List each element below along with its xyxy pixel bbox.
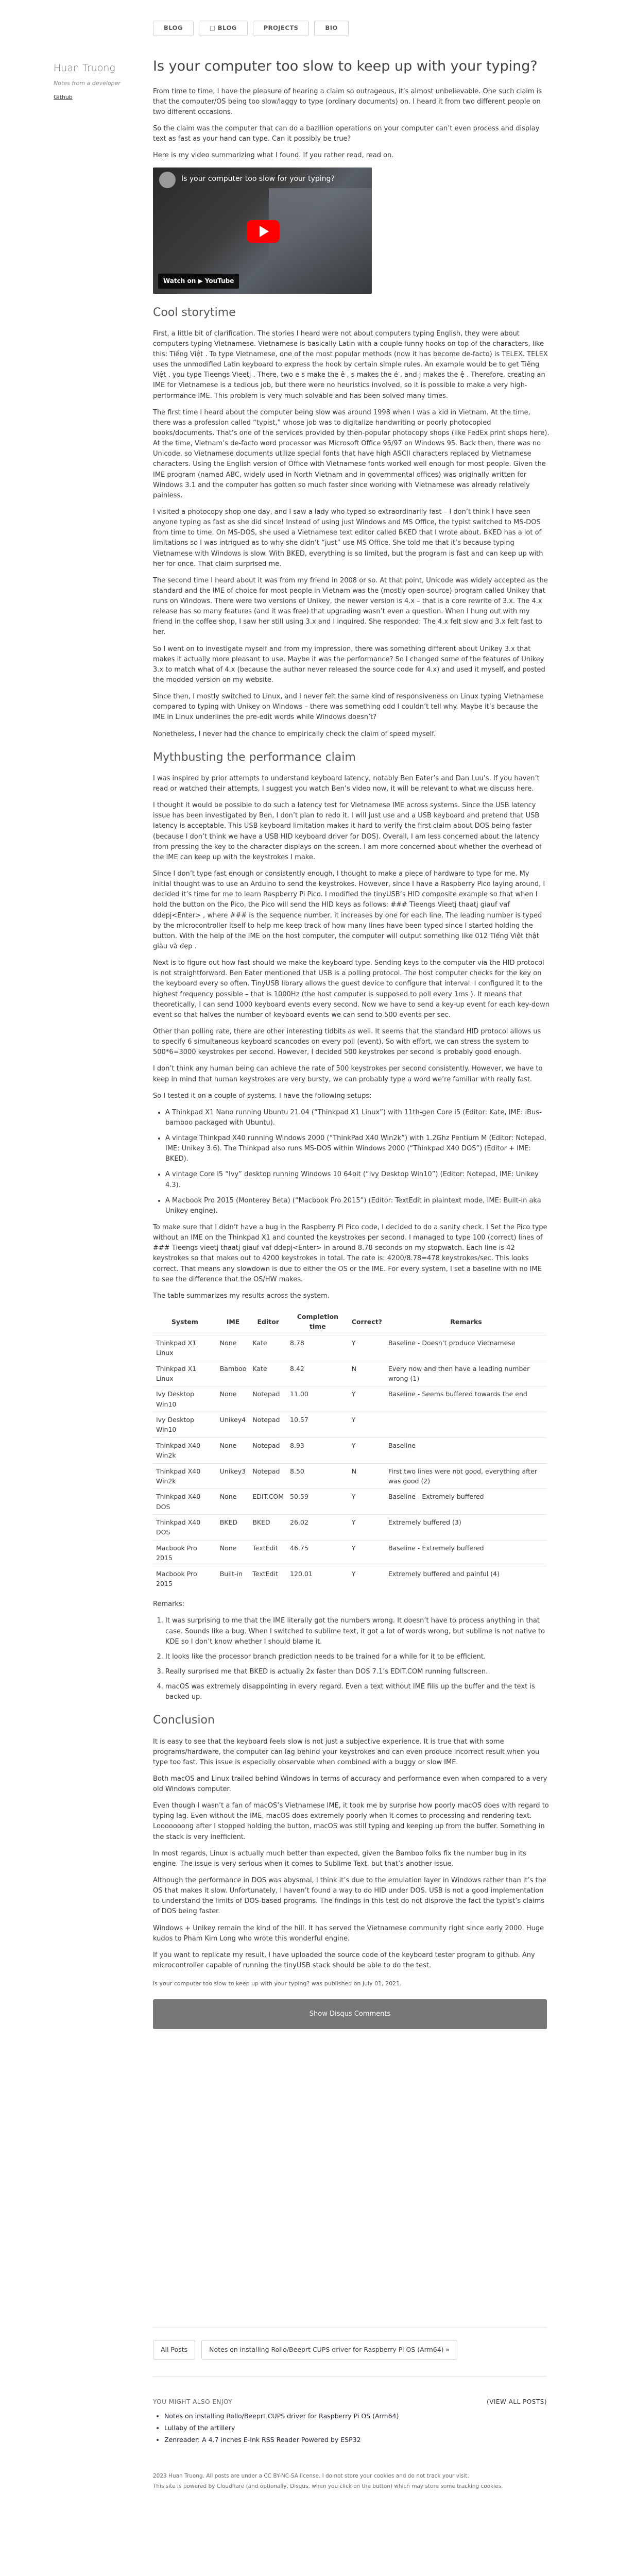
- list-item: • A Thinkpad X1 Nano running Ubuntu 21.04 (“Thinkpad X1 Linux”) with 11th-gen Core i5 (Editor: Kate, IME: iBus-bamboo packaged with Ubuntu).: [165, 1108, 550, 1128]
- paragraph: Both macOS and Linux trailed behind Windows in terms of accuracy and performance even when compared to a very old Windows computer.: [153, 1775, 547, 1794]
- table-cell: Baseline - Extremely buffered: [385, 1540, 547, 1566]
- table-cell: Macbook Pro 2015: [153, 1566, 217, 1591]
- divider: [153, 2327, 547, 2328]
- table-header-row: [153, 1309, 547, 1335]
- paragraph: Nonetheless, I never had the chance to empirically check the claim of speed myself.: [153, 730, 436, 738]
- list-item: 2. It looks like the processor branch prediction needs to be trained for a while for it to be efficient.: [165, 1652, 550, 1662]
- remarks-label: Remarks:: [153, 1600, 185, 1609]
- nav-blog-icon-link[interactable]: □ BLOG: [199, 21, 248, 36]
- table-row: [153, 1412, 547, 1438]
- paragraph: From time to time, I have the pleasure of hearing a claim so outrageous, it’s almost unbelievable. One such claim is that the computer/OS being too slow/laggy to type (ordinary documents) on. I heard it from two different people on two different occasions.: [153, 87, 542, 116]
- results-table: [153, 1309, 547, 1591]
- related-heading: YOU MIGHT ALSO ENJOY: [153, 2398, 233, 2405]
- table-cell: Baseline: [385, 1437, 547, 1463]
- table-cell: Y: [349, 1386, 385, 1412]
- table-cell: Extremely buffered and painful (4): [385, 1566, 547, 1591]
- col-header: Correct?: [351, 1317, 382, 1326]
- table-cell: Kate: [249, 1361, 287, 1386]
- table-body: [153, 1335, 547, 1591]
- paragraph: I visited a photocopy shop one day, and I saw a lady who typed so extraordinarily fast – I don’t think I have seen anyone typing as fast as she did since! Instead of using just Windows and MS Office, the typist switched to MS-DOS from time to time. On MS-DOS, she used a Vietnamese text editor called BKED that I wrote about. BKED has a lot of limitations so I was intrigued as to why she didn’t “just” use MS Office. She told me that it’s because typing Vietnamese with Windows is slow. With BKED, everything is so limited, but the program is fast and can keep up with her for once. That claim surprised me.: [153, 508, 543, 568]
- table-cell: Baseline - Seems buffered towards the end: [385, 1386, 547, 1412]
- top-nav: [153, 21, 349, 36]
- table-cell: Unikey3: [217, 1463, 250, 1489]
- table-cell: [385, 1412, 547, 1438]
- list-item: 1. It was surprising to me that the IME literally got the numbers wrong. It doesn’t have to process anything in that case. Sounds like a bug. When I switched to sublime text, it got a lot of words wrong, but sublime is not native to KDE so I don’t know whether I should blame it.: [165, 1616, 550, 1647]
- table-cell: None: [217, 1386, 250, 1412]
- table-cell: Kate: [249, 1335, 287, 1361]
- table-row: [153, 1437, 547, 1463]
- table-cell: 8.93: [287, 1437, 349, 1463]
- table-cell: 26.02: [287, 1515, 349, 1541]
- table-cell: BKED: [249, 1515, 287, 1541]
- related-link[interactable]: Zenreader: A 4.7 inches E-Ink RSS Reader Powered by ESP32: [164, 2436, 361, 2444]
- table-cell: Unikey4: [217, 1412, 250, 1438]
- sidebar: [54, 61, 136, 102]
- table-row: [153, 1566, 547, 1591]
- table-cell: TextEdit: [249, 1566, 287, 1591]
- table-cell: Y: [349, 1566, 385, 1591]
- table-cell: Thinkpad X40 Win2k: [153, 1437, 217, 1463]
- table-cell: Ivy Desktop Win10: [153, 1386, 217, 1412]
- table-cell: Baseline - Extremely buffered: [385, 1489, 547, 1515]
- section-heading: Cool storytime: [153, 306, 236, 319]
- show-comments-button[interactable]: Show Disqus Comments: [153, 1999, 547, 2029]
- paragraph: The table summarizes my results across the system.: [153, 1292, 330, 1300]
- col-header: IME: [226, 1317, 240, 1326]
- paragraph: So I went on to investigate myself and from my impression, there was something different about Unikey 3.x that makes it actually more pleasant to use. Maybe it was the performance? So I changed some of the features of Unikey 3.x to match what of 4.x (because the author never released the source code for 4.x) and used it myself, and posted the modded version on my website.: [153, 645, 545, 684]
- section-heading: Conclusion: [153, 1714, 215, 1727]
- play-icon[interactable]: [247, 220, 280, 243]
- remarks-list: [165, 1616, 550, 1702]
- table-cell: EDIT.COM: [249, 1489, 287, 1515]
- table-cell: Y: [349, 1540, 385, 1566]
- paragraph: It is easy to see that the keyboard feels slow is not just a subjective experience. It is true that with some programs/hardware, the computer can lag behind your keystrokes and can even produce incorrect result when you type too fast. This issue is especially observable when combined with a buggy or slow IME.: [153, 1737, 540, 1766]
- table-cell: Thinkpad X1 Linux: [153, 1335, 217, 1361]
- related-link[interactable]: Lullaby of the artillery: [164, 2423, 235, 2432]
- table-cell: 120.01: [287, 1566, 349, 1591]
- table-cell: 8.50: [287, 1463, 349, 1489]
- paragraph: Since then, I mostly switched to Linux, and I never felt the same kind of responsiveness on Linux typing Vietnamese compared to typing with Unikey on Windows – there was something odd I couldn’t tell why. Maybe it’s because the IME in Linux underlines the pre-edit words while Windows doesn’t?: [153, 693, 544, 722]
- table-cell: 11.00: [287, 1386, 349, 1412]
- copyright-line: 2023 Huan Truong. All posts are under a CC BY-NC-SA license. I do not store your cookies and do not track your visit.: [153, 2473, 469, 2479]
- table-cell: Notepad: [249, 1386, 287, 1412]
- table-cell: Ivy Desktop Win10: [153, 1412, 217, 1438]
- table-cell: Thinkpad X40 DOS: [153, 1515, 217, 1541]
- table-cell: Y: [349, 1489, 385, 1515]
- table-cell: Notepad: [249, 1412, 287, 1438]
- setup-list: [165, 1108, 550, 1216]
- table-cell: 50.59: [287, 1489, 349, 1515]
- table-row: [153, 1361, 547, 1386]
- youtube-embed[interactable]: [153, 168, 372, 294]
- list-item: 3. Really surprised me that BKED is actually 2x faster than DOS 7.1’s EDIT.COM running fullscreen.: [165, 1667, 550, 1677]
- related-posts: [153, 2397, 547, 2447]
- table-cell: Notepad: [249, 1463, 287, 1489]
- table-cell: 10.57: [287, 1412, 349, 1438]
- footer: [153, 2471, 550, 2492]
- watch-on-youtube-button[interactable]: Watch on ▶ YouTube: [158, 274, 239, 289]
- table-cell: Extremely buffered (3): [385, 1515, 547, 1541]
- table-row: [153, 1386, 547, 1412]
- table-cell: BKED: [217, 1515, 250, 1541]
- table-cell: Y: [349, 1412, 385, 1438]
- list-item: • A vintage Thinkpad X40 running Windows 2000 (“ThinkPad X40 Win2k”) with 1.2Ghz Pentium M (Editor: Notepad, IME: Unikey 3.6). The Thinkpad also runs MS-DOS within Windows 2000 (“Thinkpad X40 DOS”) (Editor + IME: BKED).: [165, 1133, 550, 1164]
- table-cell: 46.75: [287, 1540, 349, 1566]
- paragraph: The second time I heard about it was from my friend in 2008 or so. At that point, Unicode was widely accepted as the standard and the IME of choice for most people in Vietnam was the (mostly open-source) program called Unikey that runs on Windows. There were two versions of Unikey, the newer version is 4.x – that is a core rewrite of 3.x. The 4.x release has so many features (and it was free) that upgrading wasn’t even a question. When I hung out with my friend in the coffee shop, I saw her still using 3.x and I inquired. She responded: The 4.x felt slow and 3.x felt fast to her.: [153, 576, 548, 637]
- paragraph: Although the performance in DOS was abysmal, I think it’s due to the emulation layer in Windows rather than it’s the OS that makes it slow. Unfortunately, I haven’t found a way to do HID under DOS. USB is not a good implementation to understand the limits of DOS-based programs. The findings in this test do not disprove the fact the typist’s claims of DOS being faster.: [153, 1877, 546, 1916]
- paragraph: Other than polling rate, there are other interesting tidbits as well. It seems that the standard HID protocol allows us to specify 6 simultaneous keyboard scancodes on every poll (event). So with effort, we can stress the system to 500*6=3000 keystrokes per second. However, I decided 500 keystrokes per second is probably good enough.: [153, 1027, 541, 1057]
- publish-meta: Is your computer too slow to keep up with your typing? was published on July 01, 2021.: [153, 1980, 402, 1987]
- table-cell: TextEdit: [249, 1540, 287, 1566]
- github-link[interactable]: Github: [54, 94, 73, 101]
- nav-blog[interactable]: BLOG: [153, 21, 194, 36]
- paragraph: Even though I wasn’t a fan of macOS’s Vietnamese IME, it took me by surprise how poorly macOS does with regard to typing lag. Even without the IME, macOS does extremely poorly when it comes to processing and rendering text. Looooooong after I stopped holding the button, macOS was still typing and keeping up from the buffer. Something in the stack is very inefficient.: [153, 1802, 549, 1841]
- paragraph: First, a little bit of clarification. The stories I heard were not about computers typing English, they were about computers typing Vietnamese. Vietnamese is basically Latin with a couple funny hooks on top of the characters, like this: Tiếng Việt . To type Vietnamese, one of the most popular methods (now it has become de-facto) is TELEX. TELEX uses the unmodified Latin keyboard to express the hook by certain simple rules. An example would be to get Tiếng Việt , you type Tieengs Vieetj . There, two e s make the ê , s makes the é , and j makes the ệ . Therefore, creating an IME for Vietnamese is a tedious job, but there were no heuristics involved, so it is possible to make a very high-performance IME. This problem is very much solvable and has been solved many times.: [153, 329, 548, 400]
- paragraph: If you want to replicate my result, I have uploaded the source code of the keyboard tester program to github. Any microcontroller capable of running the tinyUSB stack should be able to do the test.: [153, 1951, 535, 1970]
- related-link[interactable]: Notes on installing Rollo/Beeprt CUPS driver for Raspberry Pi OS (Arm64): [164, 2412, 399, 2420]
- paragraph: I thought it would be possible to do such a latency test for Vietnamese IME across systems. Since the USB latency issue has been investigated by Ben, I don’t plan to redo it. I will just use and a USB keyboard and pretend that USB latency is acceptable. This USB keyboard limitation makes it hard to verify the first claim about DOS being faster (because I don’t think we have a USB HID keyboard driver for DOS). Overall, I am less concerned about the latency from pressing the key to the character displays on the screen. I am more concerned about whether the overhead of the IME can keep up with the keystrokes I make.: [153, 801, 542, 861]
- table-cell: Y: [349, 1515, 385, 1541]
- table-cell: Thinkpad X1 Linux: [153, 1361, 217, 1386]
- paragraph: So the claim was the computer that can do a bazillion operations on your computer can’t even process and display text as fast as your hand can type. Can it possibly be true?: [153, 125, 540, 143]
- col-header: Remarks: [450, 1317, 482, 1326]
- all-posts-button[interactable]: All Posts: [153, 2340, 195, 2360]
- list-item: • A vintage Core i5 “Ivy” desktop running Windows 10 64bit (“Ivy Desktop Win10”) (Editor: Notepad, IME: Unikey 4.3).: [165, 1169, 550, 1190]
- article: [153, 58, 550, 2029]
- table-row: [153, 1489, 547, 1515]
- channel-avatar: [159, 172, 176, 188]
- paragraph: Next is to figure out how fast should we make the keyboard type. Sending keys to the computer via the HID protocol is not straightforward. Ben Eater mentioned that USB is a polling protocol. The host computer checks for the key on the keyboard every so often. TinyUSB library allows the guest device to configure that interval. I configured it to the highest frequency possible – that is 1000Hz (the host computer is supposed to poll every 1ms ). It means that theoretically, I can send 1000 keyboard events every second. Now we have to send a key-up event for each key-down event so that halves the number of keyboard events we can send to 500 events per sec.: [153, 959, 550, 1019]
- table-cell: Bamboo: [217, 1361, 250, 1386]
- col-header: Completion time: [297, 1313, 338, 1331]
- table-cell: None: [217, 1335, 250, 1361]
- table-cell: None: [217, 1540, 250, 1566]
- video-thumbnail-highlight: [269, 188, 372, 294]
- table-cell: 8.78: [287, 1335, 349, 1361]
- nav-projects[interactable]: PROJECTS: [253, 21, 310, 36]
- col-header: System: [171, 1317, 198, 1326]
- table-cell: Thinkpad X40 Win2k: [153, 1463, 217, 1489]
- col-header: Editor: [257, 1317, 279, 1326]
- table-cell: None: [217, 1437, 250, 1463]
- paragraph: So I tested it on a couple of systems. I have the following setups:: [153, 1092, 372, 1100]
- table-row: [153, 1463, 547, 1489]
- nav-bio[interactable]: BIO: [314, 21, 348, 36]
- paragraph: Here is my video summarizing what I found. If you rather read, read on.: [153, 152, 394, 160]
- table-row: [153, 1335, 547, 1361]
- tracking-notice: This site is powered by Cloudflare (and optionally, Disqus, when you click on the button) which may store some tracking cookies.: [153, 2483, 503, 2489]
- table-cell: Y: [349, 1335, 385, 1361]
- paragraph: Since I don’t type fast enough or consistently enough, I thought to make a piece of hardware to type for me. My initial thought was to use an Arduino to send the keystrokes. However, since I have a Raspberry Pico laying around, I decided it’s time for me to learn Raspberry Pi Pico. I modified the tinyUSB’s HID composite example so that when I hold the button on the Pico, the Pico will send the HID keys as follows: ### Tieengs Vieetj thaatj giauf vaf ddepj<Enter> , where ### is the sequence number, it increases by one for each line. The leading number is typed by the microcontroller itself to help me keep track of how many lines have been typed since I started holding the button. With the help of the IME on the host computer, the computer will output something like 012 Tiếng Việt thật giàu và đẹp .: [153, 869, 545, 950]
- divider: [153, 2376, 547, 2377]
- post-pager: [153, 2340, 457, 2360]
- video-title: Is your computer too slow for your typing?: [181, 174, 335, 183]
- table-cell: Baseline - Doesn’t produce Vietnamese: [385, 1335, 547, 1361]
- table-row: [153, 1540, 547, 1566]
- table-cell: First two lines were not good, everything after was good (2): [385, 1463, 547, 1489]
- paragraph: Windows + Unikey remain the kind of the hill. It has served the Vietnamese community right since early 2000. Huge kudos to Pham Kim Long who wrote this wonderful engine.: [153, 1924, 544, 1943]
- paragraph: I don’t think any human being can achieve the rate of 500 keystrokes per second consistently. However, we have to keep in mind that human keystrokes are very bursty, we can probably type a word we’re familiar with really fast.: [153, 1065, 543, 1083]
- paragraph: The first time I heard about the computer being slow was around 1998 when I was a kid in Vietnam. At the time, there was a profession called “typist,” whose job was to digitalize handwriting or poorly photocopied books/documents. That’s one of the services provided by then-popular photocopy shops (like FedEx print shops here). At the time, Vietnam’s de-facto word processor was Microsoft Office 95/97 on Windows 95. Back then, there was no Unicode, so Vietnamese documents utilize special fonts that have high ASCII characters replaced by Vietnamese characters. Using the English version of Office with Vietnamese fonts worked well enough for most people. Given the IME program (named ABC, widely used in North Vietnam and in governmental offices) was originally written for Windows 3.1 and the computer has gotten so much faster since working with Vietnamese was already relatively painless.: [153, 408, 550, 499]
- table-cell: N: [349, 1463, 385, 1489]
- table-cell: N: [349, 1361, 385, 1386]
- next-post-button[interactable]: Notes on installing Rollo/Beeprt CUPS driver for Raspberry Pi OS (Arm64) »: [201, 2340, 457, 2360]
- author-name: Huan Truong: [54, 62, 115, 74]
- table-cell: Thinkpad X40 DOS: [153, 1489, 217, 1515]
- view-all-posts-link[interactable]: (VIEW ALL POSTS): [486, 2398, 547, 2405]
- table-cell: 8.42: [287, 1361, 349, 1386]
- page-title: Is your computer too slow to keep up with your typing?: [153, 58, 538, 74]
- section-heading: Mythbusting the performance claim: [153, 750, 356, 764]
- list-item: 4. macOS was extremely disappointing in every regard. Even a text without IME fills up the buffer and the text is backed up.: [165, 1682, 550, 1702]
- table-cell: Y: [349, 1437, 385, 1463]
- table-cell: None: [217, 1489, 250, 1515]
- table-row: [153, 1515, 547, 1541]
- table-cell: Every now and then have a leading number wrong (1): [385, 1361, 547, 1386]
- author-desc: Notes from a developer: [54, 80, 121, 87]
- paragraph: In most regards, Linux is actually much better than expected, given the Bamboo folks fix the number bug in its engine. The issue is very serious when it comes to Sublime Text, but that’s another issue.: [153, 1849, 526, 1868]
- list-item: • A Macbook Pro 2015 (Monterey Beta) (“Macbook Pro 2015”) (Editor: TextEdit in plaintext mode, IME: Built-in aka Unikey engine).: [165, 1196, 550, 1216]
- table-cell: Macbook Pro 2015: [153, 1540, 217, 1566]
- paragraph: To make sure that I didn’t have a bug in the Raspberry Pi Pico code, I decided to do a sanity check. I Set the Pico type without an IME on the Thinkpad X1 and counted the keystrokes per second. I managed to type 100 (correct) lines of ### Tieengs vieetj thaatj giauf vaf ddepj<Enter> in around 8.78 seconds on my stopwatch. Each line is 42 keystrokes so that makes out to 4200 keystrokes in total. The rate is: 4200/8.78=478 keystrokes/sec. This looks correct. That means any slowdown is due to either the OS or the IME. For every system, I set a baseline with no IME to see the difference that the OS/HW makes.: [153, 1224, 547, 1283]
- table-cell: Notepad: [249, 1437, 287, 1463]
- table-cell: Built-in: [217, 1566, 250, 1591]
- paragraph: I was inspired by prior attempts to understand keyboard latency, notably Ben Eater’s and Dan Luu’s. If you haven’t read or watched their attempts, I suggest you watch Ben’s video now, it will be relevant to what we discuss here.: [153, 774, 540, 793]
